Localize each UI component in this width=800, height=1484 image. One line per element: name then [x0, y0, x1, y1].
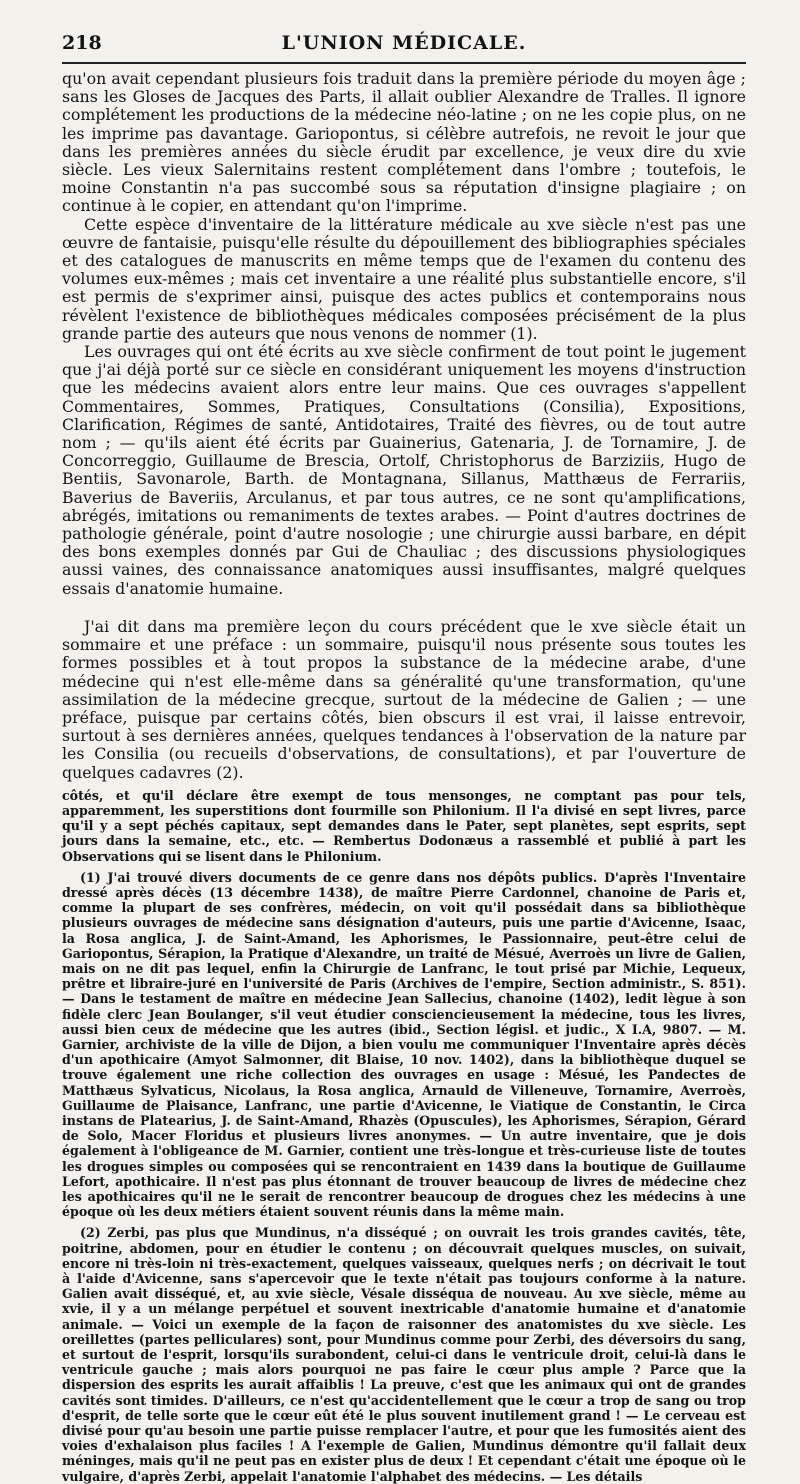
page-number: 218	[62, 32, 102, 54]
footnote-continuation: côtés, et qu'il déclare être exempt de tous mensonges, ne comptant pas pour tels, apparemment, les superstitions dont fourmille son Philonium. Il l'a divisé en sept livres, parce qu'il y a sept péchés capitaux, sept demandes dans le Pater, sept planètes, sept esprits, sept jours dans la semaine, etc., etc. — Rembertus Dodonæus a rassemblé et publié à part les Observations qui se lisent dans le Philonium.	[62, 787, 746, 864]
footnote-1: (1) J'ai trouvé divers documents de ce genre dans nos dépôts publics. D'après l'Inventaire dressé après décès (13 décembre 1438), de maître Pierre Cardonnel, chanoine de Paris et, comme la plupart de ses confrères, médecin, on voit qu'il possédait dans sa bibliothèque plusieurs ouvrages de médecine sans désignation d'auteurs, puis une partie d'Avicenne, Isaac, la Rosa anglica, J. de Saint-Amand, les Aphorismes, le Passionnaire, peut-être celui de Gariopontus, Sérapion, la Pratique d'Alexandre, un traité de Mésué, Averroès un livre de Galien, mais on ne dit pas lequel, enfin la Chirurgie de Lanfranc, le tout prisé par Michie, Lequeux, prêtre et libraire-juré en l'université de Paris (Archives de l'empire, Section administr., S. 851). — Dans le testament de maître en médecine Jean Sallecius, chanoine (1402), ledit lègue à son fidèle clerc Jean Boulanger, s'il veut étudier consciencieusement la médecine, tous les livres, aussi bien ceux de médecine que les autres (ibid., Section législ. et judic., X I.A, 9807. — M. Garnier, archiviste de la ville de Dijon, a bien voulu me communiquer l'Inventaire après décès d'un apothicaire (Amyot Salmonner, dit Blaise, 10 nov. 1402), dans la bibliothèque duquel se trouve également une riche collection des ouvrages en usage : Mésué, les Pandectes de Matthæus Sylvaticus, Nicolaus, la Rosa anglica, Arnauld de Villeneuve, Tornamire, Averroès, Guillaume de Plaisance, Lanfranc, une partie d'Avicenne, le Viatique de Constantin, le Circa instans de Platearius, J. de Saint-Amand, Rhazès (Opuscules), les Aphorismes, Sérapion, Gérard de Solo, Macer Floridus et plusieurs livres anonymes. — Un autre inventaire, que je dois également à l'obligeance de M. Garnier, contient une très-longue et très-curieuse liste de toutes les drogues simples ou composées qui se rencontraient en 1439 dans la boutique de Guillaume Lefort, apothicaire. Il n'est pas plus étonnant de trouver beaucoup de livres de médecine chez les apothicaires qu'il ne le serait de rencontrer beaucoup de drogues chez les médecins à une époque où les deux métiers étaient souvent réunis dans la même main.	[62, 869, 746, 1220]
body-paragraph: Cette espèce d'inventaire de la littérature médicale au xve siècle n'est pas une œuvre de fantaisie, puisqu'elle résulte du dépouillement des bibliographies spéciales et des catalogues de manuscrits en même temps que de l'examen du contenu des volumes eux-mêmes ; mais cet inventaire a une réalité plus substantielle encore, s'il est permis de s'exprimer ainsi, puisque des actes publics et contemporains nous révèlent l'existence de bibliothèques médicales composées précisément de la plus grande partie des auteurs que nous venons de nommer (1).	[62, 214, 746, 343]
running-head: L'UNION MÉDICALE.	[281, 32, 527, 54]
header-rule	[62, 62, 746, 64]
paragraph-gap	[62, 598, 746, 618]
footnotes	[62, 788, 746, 1484]
page-header	[62, 30, 746, 60]
footnote-2: (2) Zerbi, pas plus que Mundinus, n'a disséqué ; on ouvrait les trois grandes cavités, tête, poitrine, abdomen, pour en étudier le contenu ; on découvrait quelques muscles, on suivait, encore ni très-loin ni très-exactement, quelques vaisseaux, quelques nerfs ; on décrivait le tout à l'aide d'Avicenne, sans s'apercevoir que le texte n'était pas toujours conforme à la nature. Galien avait disséqué, et, au xvie siècle, Vésale disséqua de nouveau. Au xve siècle, même au xvie, il y a un mélange perpétuel et souvent inextricable d'anatomie humaine et d'anatomie animale. — Voici un exemple de la façon de raisonner des anatomistes du xve siècle. Les oreillettes (partes pelliculares) sont, pour Mundinus comme pour Zerbi, des déversoirs du sang, et surtout de l'esprit, lorsqu'ils surabondent, celui-ci dans le ventricule droit, celui-là dans le ventricule gauche ; mais alors pourquoi ne pas faire le cœur plus ample ? Parce que la dispersion des esprits les aurait affaiblis ! La preuve, c'est que les animaux qui ont de grandes cavités sont timides. D'ailleurs, ce n'est qu'accidentellement que le cœur a trop de sang ou trop d'esprit, de telle sorte que le cœur eût été le plus souvent inutilement grand ! — Le cerveau est divisé pour qu'au besoin une partie puisse remplacer l'autre, et pour que les fumosités aient des voies d'exhalaison plus faciles ! A l'exemple de Galien, Mundinus démontre qu'il fallait deux méninges, mais qu'il ne peut pas en exister plus de deux ! Et cependant c'était une époque où le vulgaire, d'après Zerbi, appelait l'anatomie l'alphabet des médecins. — Les détails	[62, 1225, 746, 1484]
body-paragraph: Les ouvrages qui ont été écrits au xve siècle confirment de tout point le jugement que j'ai déjà porté sur ce siècle en considérant uniquement les moyens d'instruction que les médecins avaient alors entre leur mains. Que ces ouvrages s'appellent Commentaires, Sommes, Pratiques, Consultations (Consilia), Expositions, Clarification, Régimes de santé, Antidotaires, Traité des fièvres, ou de tout autre nom ; — qu'ils aient été écrits par Guainerius, Gatenaria, J. de Tornamire, J. de Concorreggio, Guillaume de Brescia, Ortolf, Christophorus de Barziziis, Hugo de Bentiis, Savonarole, Barth. de Montagnana, Sillanus, Matthæus de Ferrariis, Baverius de Baveriis, Arculanus, et par tous autres, ce ne sont qu'amplifications, abrégés, imitations ou remaniments de textes arabes. — Point d'autres doctrines de pathologie générale, point d'autre nosologie ; une chirurgie aussi barbare, en dépit des bons exemples donnés par Gui de Chauliac ; des discussions physiologiques aussi vaines, des connaissance anatomiques aussi insuffisantes, malgré quelques essais d'anatomie humaine.	[62, 342, 746, 598]
main-text	[62, 70, 746, 782]
body-paragraph: J'ai dit dans ma première leçon du cours précédent que le xve siècle était un sommaire et une préface : un sommaire, puisqu'il nous présente sous toutes les formes possibles et à tout propos la substance de la médecine arabe, d'une médecine qui n'est elle-même dans sa généralité qu'une transformation, qu'une assimilation de la médecine grecque, surtout de la médecine de Galien ; — une préface, puisque par certains côtés, bien obscurs il est vrai, il laisse entrevoir, surtout à ses dernières années, quelques tendances à l'observation de la nature par les Consilia (ou recueils d'observations, de consultations), et par l'ouverture de quelques cadavres (2).	[62, 616, 746, 782]
body-paragraph: qu'on avait cependant plusieurs fois traduit dans la première période du moyen âge ; sans les Gloses de Jacques des Parts, il allait oublier Alexandre de Tralles. Il ignore complétement les productions de la médecine néo-latine ; on ne les copie plus, on ne les imprime pas davantage. Gariopontus, si célèbre autrefois, ne revoit le jour que dans les premières années du siècle érudit par excellence, je veux dire du xvie siècle. Les vieux Salernitains restent complétement dans l'ombre ; toutefois, le moine Constantin n'a pas succombé sous sa réputation d'insigne plagiaire ; on continue à le copier, en attendant qu'on l'imprime.	[62, 69, 746, 216]
